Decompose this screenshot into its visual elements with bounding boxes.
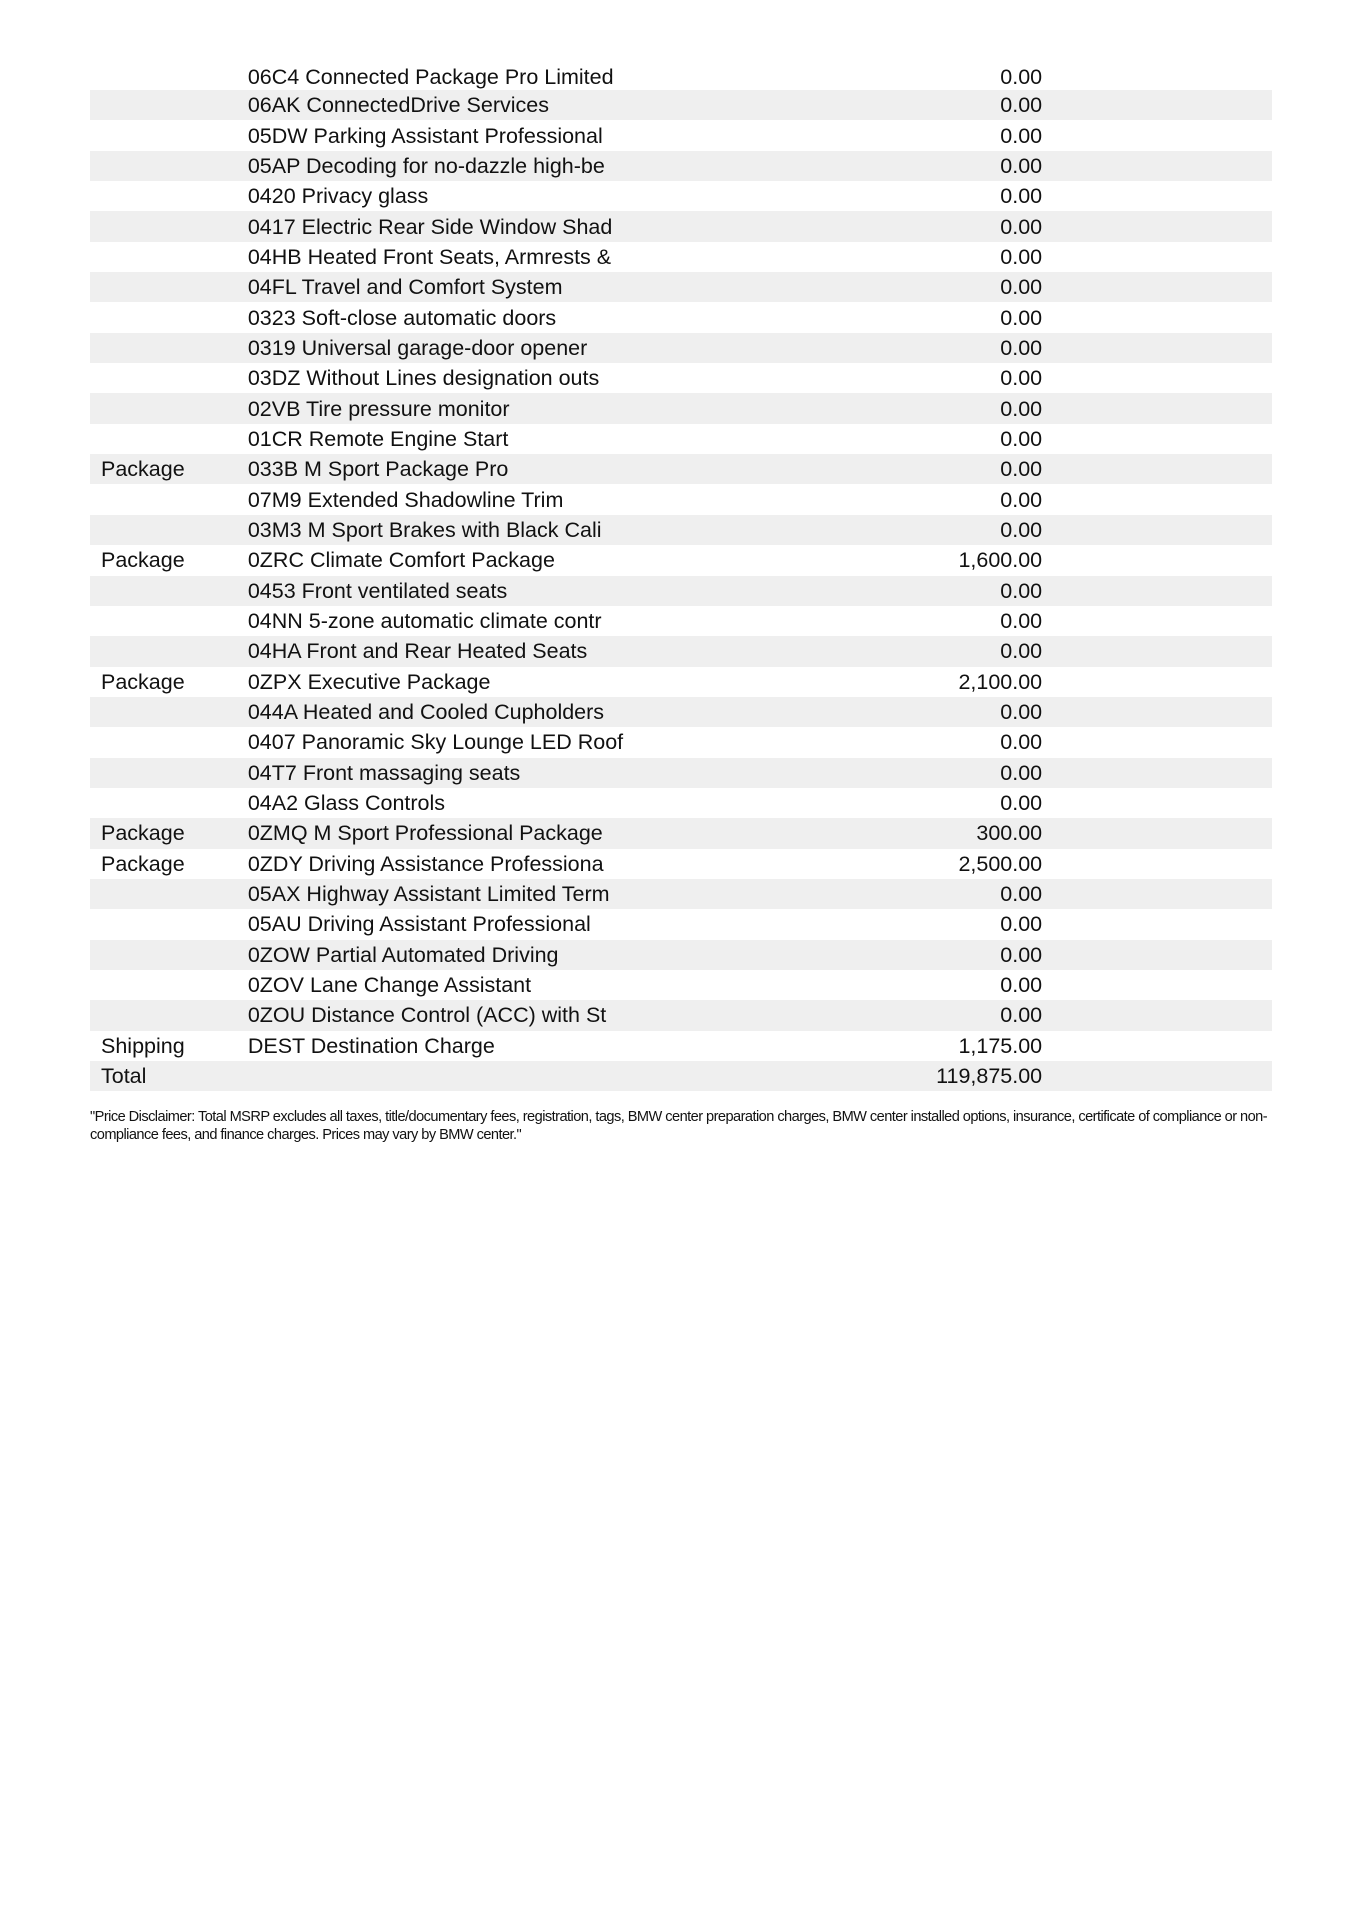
row-amount-cell: 0.00 (1000, 882, 1043, 907)
table-row (90, 1031, 1272, 1061)
table-row (90, 1061, 1272, 1091)
row-amount-cell: 0.00 (1000, 487, 1043, 512)
row-description-cell: 0ZPX Executive Package (247, 669, 491, 694)
row-spacer-cell (1042, 606, 1272, 636)
row-type-cell: Package (101, 548, 185, 573)
row-type-cell: Package (101, 851, 185, 876)
row-amount-cell: 0.00 (1000, 123, 1043, 148)
row-description-cell: 0453 Front ventilated seats (247, 578, 508, 603)
row-spacer-cell (1042, 272, 1272, 302)
row-spacer-cell (1042, 211, 1272, 241)
row-spacer-cell (1042, 333, 1272, 363)
row-description-cell: 04NN 5-zone automatic climate contr (247, 609, 602, 634)
price-disclaimer: "Price Disclaimer: Total MSRP excludes all taxes, title/documentary fees, registration, tags, BMW center preparation charges, BMW center installed options, insurance, certificate of compliance or non-compliance fees, and finance charges. Prices may vary by BMW center." (90, 1109, 1268, 1143)
row-spacer-cell (1042, 940, 1272, 970)
row-description-cell: 033B M Sport Package Pro (247, 457, 509, 482)
row-description-cell: 05AX Highway Assistant Limited Term (247, 882, 610, 907)
row-spacer-cell (1042, 727, 1272, 757)
row-type-cell: Package (101, 669, 185, 694)
row-description-cell: DEST Destination Charge (247, 1033, 495, 1058)
row-type-cell: Package (101, 821, 185, 846)
row-amount-cell: 0.00 (1000, 426, 1043, 451)
row-spacer-cell (1042, 788, 1272, 818)
row-type-cell (90, 64, 248, 90)
row-description-cell: 05DW Parking Assistant Professional (247, 123, 603, 148)
table-row (90, 90, 1272, 120)
row-spacer-cell (1042, 909, 1272, 939)
table-row (90, 1000, 1272, 1030)
row-type-cell (90, 484, 248, 514)
row-spacer-cell (1042, 970, 1272, 1000)
row-description-cell: 0319 Universal garage-door opener (247, 335, 588, 360)
row-amount-cell: 0.00 (1000, 275, 1043, 300)
table-row (90, 849, 1272, 879)
row-description-cell: 02VB Tire pressure monitor (247, 396, 510, 421)
row-spacer-cell (1042, 120, 1272, 150)
table-row (90, 454, 1272, 484)
row-spacer-cell (1042, 545, 1272, 575)
row-amount-cell: 0.00 (1000, 973, 1043, 998)
table-row (90, 727, 1272, 757)
row-spacer-cell (1042, 90, 1272, 120)
row-type-cell (90, 606, 248, 636)
row-spacer-cell (1042, 849, 1272, 879)
table-row (90, 758, 1272, 788)
row-amount-cell: 0.00 (1000, 396, 1043, 421)
table-row (90, 120, 1272, 150)
row-type-cell (90, 181, 248, 211)
row-spacer-cell (1042, 758, 1272, 788)
table-row (90, 211, 1272, 241)
row-description-cell: 0ZDY Driving Assistance Professiona (247, 851, 604, 876)
table-row (90, 940, 1272, 970)
row-description-cell: 05AP Decoding for no-dazzle high-be (247, 153, 605, 178)
row-amount-cell: 0.00 (1000, 517, 1043, 542)
row-amount-cell: 1,175.00 (958, 1033, 1043, 1058)
row-amount-cell: 0.00 (1000, 153, 1043, 178)
row-spacer-cell (1042, 667, 1272, 697)
table-row (90, 636, 1272, 666)
row-type-cell (90, 879, 248, 909)
row-spacer-cell (1042, 363, 1272, 393)
table-row (90, 667, 1272, 697)
row-type-cell: Total (101, 1064, 147, 1089)
row-type-cell (90, 758, 248, 788)
row-description-cell: 0323 Soft-close automatic doors (247, 305, 557, 330)
table-row (90, 515, 1272, 545)
row-amount-cell: 0.00 (1000, 639, 1043, 664)
row-description-cell: 03DZ Without Lines designation outs (247, 366, 600, 391)
row-type-cell (90, 576, 248, 606)
row-type-cell (90, 970, 248, 1000)
row-amount-cell: 0.00 (1000, 366, 1043, 391)
table-row (90, 576, 1272, 606)
row-amount-cell: 0.00 (1000, 244, 1043, 269)
row-type-cell (90, 515, 248, 545)
table-row (90, 302, 1272, 332)
table-row (90, 909, 1272, 939)
row-type-cell (90, 424, 248, 454)
table-row (90, 242, 1272, 272)
row-type-cell (90, 940, 248, 970)
row-spacer-cell (1042, 1031, 1272, 1061)
row-type-cell (90, 90, 248, 120)
row-amount-cell: 1,600.00 (958, 548, 1043, 573)
row-amount-cell: 2,500.00 (958, 851, 1043, 876)
row-spacer-cell (1042, 636, 1272, 666)
row-type-cell (90, 211, 248, 241)
row-description-cell: 04T7 Front massaging seats (247, 760, 521, 785)
table-row (90, 970, 1272, 1000)
row-amount-cell: 0.00 (1000, 730, 1043, 755)
row-type-cell (90, 727, 248, 757)
row-description-cell: 044A Heated and Cooled Cupholders (247, 700, 605, 725)
row-spacer-cell (1042, 64, 1272, 90)
row-amount-cell: 0.00 (1000, 335, 1043, 360)
table-row (90, 424, 1272, 454)
row-type-cell: Shipping (101, 1033, 185, 1058)
row-amount-cell: 300.00 (976, 821, 1043, 846)
row-type-cell (90, 120, 248, 150)
row-description-cell: 0417 Electric Rear Side Window Shad (247, 214, 613, 239)
row-description-cell: 0ZRC Climate Comfort Package (247, 548, 555, 573)
table-row (90, 818, 1272, 848)
row-description-cell: 06AK ConnectedDrive Services (247, 93, 549, 118)
table-row (90, 545, 1272, 575)
row-spacer-cell (1042, 515, 1272, 545)
row-description-cell: 06C4 Connected Package Pro Limited (247, 65, 614, 89)
row-description-cell: 0407 Panoramic Sky Lounge LED Roof (247, 730, 624, 755)
table-row (90, 393, 1272, 423)
row-spacer-cell (1042, 454, 1272, 484)
row-description-cell: 03M3 M Sport Brakes with Black Cali (247, 517, 602, 542)
row-amount-cell: 0.00 (1000, 760, 1043, 785)
row-amount-cell: 0.00 (1000, 184, 1043, 209)
price-table-body (90, 64, 1272, 1091)
table-row (90, 333, 1272, 363)
row-type-cell (90, 151, 248, 181)
row-spacer-cell (1042, 818, 1272, 848)
row-amount-cell: 0.00 (1000, 305, 1043, 330)
row-spacer-cell (1042, 242, 1272, 272)
row-type-cell (90, 302, 248, 332)
table-row (90, 64, 1272, 90)
row-spacer-cell (1042, 181, 1272, 211)
row-spacer-cell (1042, 1061, 1272, 1091)
row-amount-cell: 119,875.00 (936, 1064, 1043, 1089)
row-type-cell (90, 1000, 248, 1030)
row-description-cell: 0ZOV Lane Change Assistant (247, 973, 532, 998)
row-description-cell: 0ZOU Distance Control (ACC) with St (247, 1003, 607, 1028)
row-type-cell (90, 788, 248, 818)
row-spacer-cell (1042, 302, 1272, 332)
row-spacer-cell (1042, 151, 1272, 181)
row-type-cell (90, 272, 248, 302)
price-table (90, 64, 1272, 1091)
row-amount-cell: 0.00 (1000, 578, 1043, 603)
row-type-cell (90, 363, 248, 393)
row-amount-cell: 0.00 (1000, 791, 1043, 816)
row-description-cell: 0ZOW Partial Automated Driving (247, 942, 559, 967)
table-row (90, 363, 1272, 393)
row-spacer-cell (1042, 484, 1272, 514)
row-amount-cell: 0.00 (1000, 700, 1043, 725)
row-amount-cell: 0.00 (1000, 942, 1043, 967)
row-type-cell (90, 636, 248, 666)
row-description-cell: 04FL Travel and Comfort System (247, 275, 563, 300)
row-type-cell (90, 909, 248, 939)
row-spacer-cell (1042, 879, 1272, 909)
row-type-cell: Package (101, 457, 185, 482)
row-amount-cell: 0.00 (1000, 609, 1043, 634)
row-type-cell (90, 697, 248, 727)
row-amount-cell: 0.00 (1000, 65, 1043, 89)
row-type-cell (90, 393, 248, 423)
row-description-cell: 01CR Remote Engine Start (247, 426, 509, 451)
row-description-cell: 04HB Heated Front Seats, Armrests & (247, 244, 612, 269)
table-row (90, 788, 1272, 818)
row-type-cell (90, 242, 248, 272)
row-amount-cell: 0.00 (1000, 457, 1043, 482)
row-description-cell: 07M9 Extended Shadowline Trim (247, 487, 564, 512)
row-spacer-cell (1042, 1000, 1272, 1030)
row-description-cell: 0420 Privacy glass (247, 184, 429, 209)
table-row (90, 697, 1272, 727)
table-row (90, 272, 1272, 302)
table-row (90, 606, 1272, 636)
row-amount-cell: 0.00 (1000, 1003, 1043, 1028)
row-spacer-cell (1042, 697, 1272, 727)
table-row (90, 181, 1272, 211)
row-amount-cell: 2,100.00 (958, 669, 1043, 694)
row-description-cell: 0ZMQ M Sport Professional Package (247, 821, 603, 846)
row-description-cell (248, 1061, 844, 1091)
row-description-cell: 04HA Front and Rear Heated Seats (247, 639, 588, 664)
row-spacer-cell (1042, 424, 1272, 454)
row-amount-cell: 0.00 (1000, 912, 1043, 937)
row-spacer-cell (1042, 576, 1272, 606)
table-row (90, 484, 1272, 514)
row-amount-cell: 0.00 (1000, 214, 1043, 239)
row-spacer-cell (1042, 393, 1272, 423)
row-description-cell: 05AU Driving Assistant Professional (247, 912, 591, 937)
row-amount-cell: 0.00 (1000, 93, 1043, 118)
table-row (90, 879, 1272, 909)
row-description-cell: 04A2 Glass Controls (247, 791, 446, 816)
table-row (90, 151, 1272, 181)
row-type-cell (90, 333, 248, 363)
